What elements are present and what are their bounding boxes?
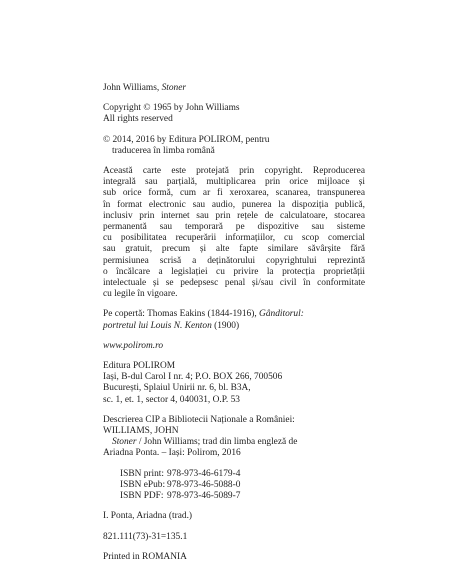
legal-notice-line: sub orice formă, cum ar fi xeroxarea, scanarea, transpunerea bbox=[103, 188, 365, 199]
publisher-website: www.polirom.ro bbox=[103, 340, 164, 351]
isbn-value: 978-973-46-5088-0 bbox=[167, 479, 241, 490]
author-name: John Williams, bbox=[103, 83, 162, 93]
legal-notice-line: integrală sau parțială, multiplicarea prin orice mijloace și bbox=[103, 177, 365, 188]
cip-title: Stoner bbox=[112, 437, 137, 448]
cip-heading: Descrierea CIP a Bibliotecii Naționale a României: bbox=[103, 414, 295, 425]
legal-notice-line: în format electronic sau audio, punerea la dispoziția publică, bbox=[103, 199, 365, 210]
isbn-value: 978-973-46-6179-4 bbox=[167, 468, 241, 479]
isbn-row bbox=[120, 491, 365, 502]
isbn-list bbox=[103, 469, 365, 503]
publisher-name: Editura POLIROM bbox=[103, 361, 176, 372]
text-column bbox=[103, 83, 365, 563]
publisher-address-1: Iași, B-dul Carol I nr. 4; P.O. BOX 266, 700506 bbox=[103, 372, 283, 383]
legal-notice-line: o încălcare a legislației cu privire la protecția proprietății bbox=[103, 266, 365, 277]
cip-description-line-2: Ariadna Ponta. – Iași: Polirom, 2016 bbox=[103, 448, 241, 459]
cover-credit-line-2 bbox=[103, 321, 365, 332]
translation-rights-line: traducerea în limba română bbox=[112, 145, 215, 156]
publisher-address-2: București, Splaiul Unirii nr. 6, bl. B3A, bbox=[103, 383, 251, 394]
isbn-label: ISBN PDF: bbox=[120, 491, 164, 502]
isbn-row bbox=[120, 469, 365, 480]
cover-credit-line bbox=[103, 309, 365, 320]
legal-notice-line: inclusiv prin internet sau prin rețele de calculatoare, stocarea bbox=[103, 210, 365, 221]
cover-credit-prefix: Pe copertă: Thomas Eakins (1844-1916), bbox=[103, 309, 260, 320]
author-title-line bbox=[103, 83, 365, 94]
legal-notice-line: sau gratuit, precum și alte fapte similare săvârșite fără bbox=[103, 244, 365, 255]
isbn-label: ISBN ePub: bbox=[120, 479, 166, 490]
publisher-address-3: sc. 1, et. 1, sector 4, 040031, O.P. 53 bbox=[103, 394, 240, 405]
legal-notice-line: Această carte este protejată prin copyright. Reproducerea bbox=[103, 166, 365, 177]
translation-copyright-line: © 2014, 2016 by Editura POLIROM, pentru bbox=[103, 134, 270, 145]
rights-line: All rights reserved bbox=[103, 114, 173, 125]
copyright-line: Copyright © 1965 by John Williams bbox=[103, 103, 240, 114]
cover-artwork-title-part1: Gânditorul: bbox=[259, 309, 304, 320]
cip-description-line-1 bbox=[103, 437, 365, 448]
cover-artwork-title-part2: portretul lui Louis N. Kenton bbox=[103, 320, 212, 331]
isbn-label: ISBN print: bbox=[120, 468, 165, 479]
legal-notice-line: intelectuale și se pedepsesc penal și/sau civil în conformitate bbox=[103, 278, 365, 289]
cover-artwork-year: (1900) bbox=[211, 320, 240, 331]
translator-entry: I. Ponta, Ariadna (trad.) bbox=[103, 511, 193, 522]
cip-author: WILLIAMS, JOHN bbox=[103, 426, 179, 437]
classification-code: 821.111(73)-31=135.1 bbox=[103, 531, 188, 542]
isbn-row bbox=[120, 480, 365, 491]
legal-notice-line: permisiunea scrisă a deținătorului copyrightului reprezintă bbox=[103, 255, 365, 266]
legal-notice-line: cu legile în vigoare. bbox=[103, 289, 178, 300]
legal-notice-line: permanentă sau temporară pe dispozitive sau sisteme bbox=[103, 222, 365, 233]
book-title: Stoner bbox=[161, 83, 187, 93]
legal-notice bbox=[103, 166, 365, 300]
legal-notice-line: cu posibilitatea recuperării informațiilor, cu scop comercial bbox=[103, 233, 365, 244]
isbn-value: 978-973-46-5089-7 bbox=[167, 491, 241, 502]
cip-description-text: / John Williams; trad din limba engleză de bbox=[136, 437, 298, 448]
printed-in: Printed in ROMANIA bbox=[103, 551, 187, 562]
